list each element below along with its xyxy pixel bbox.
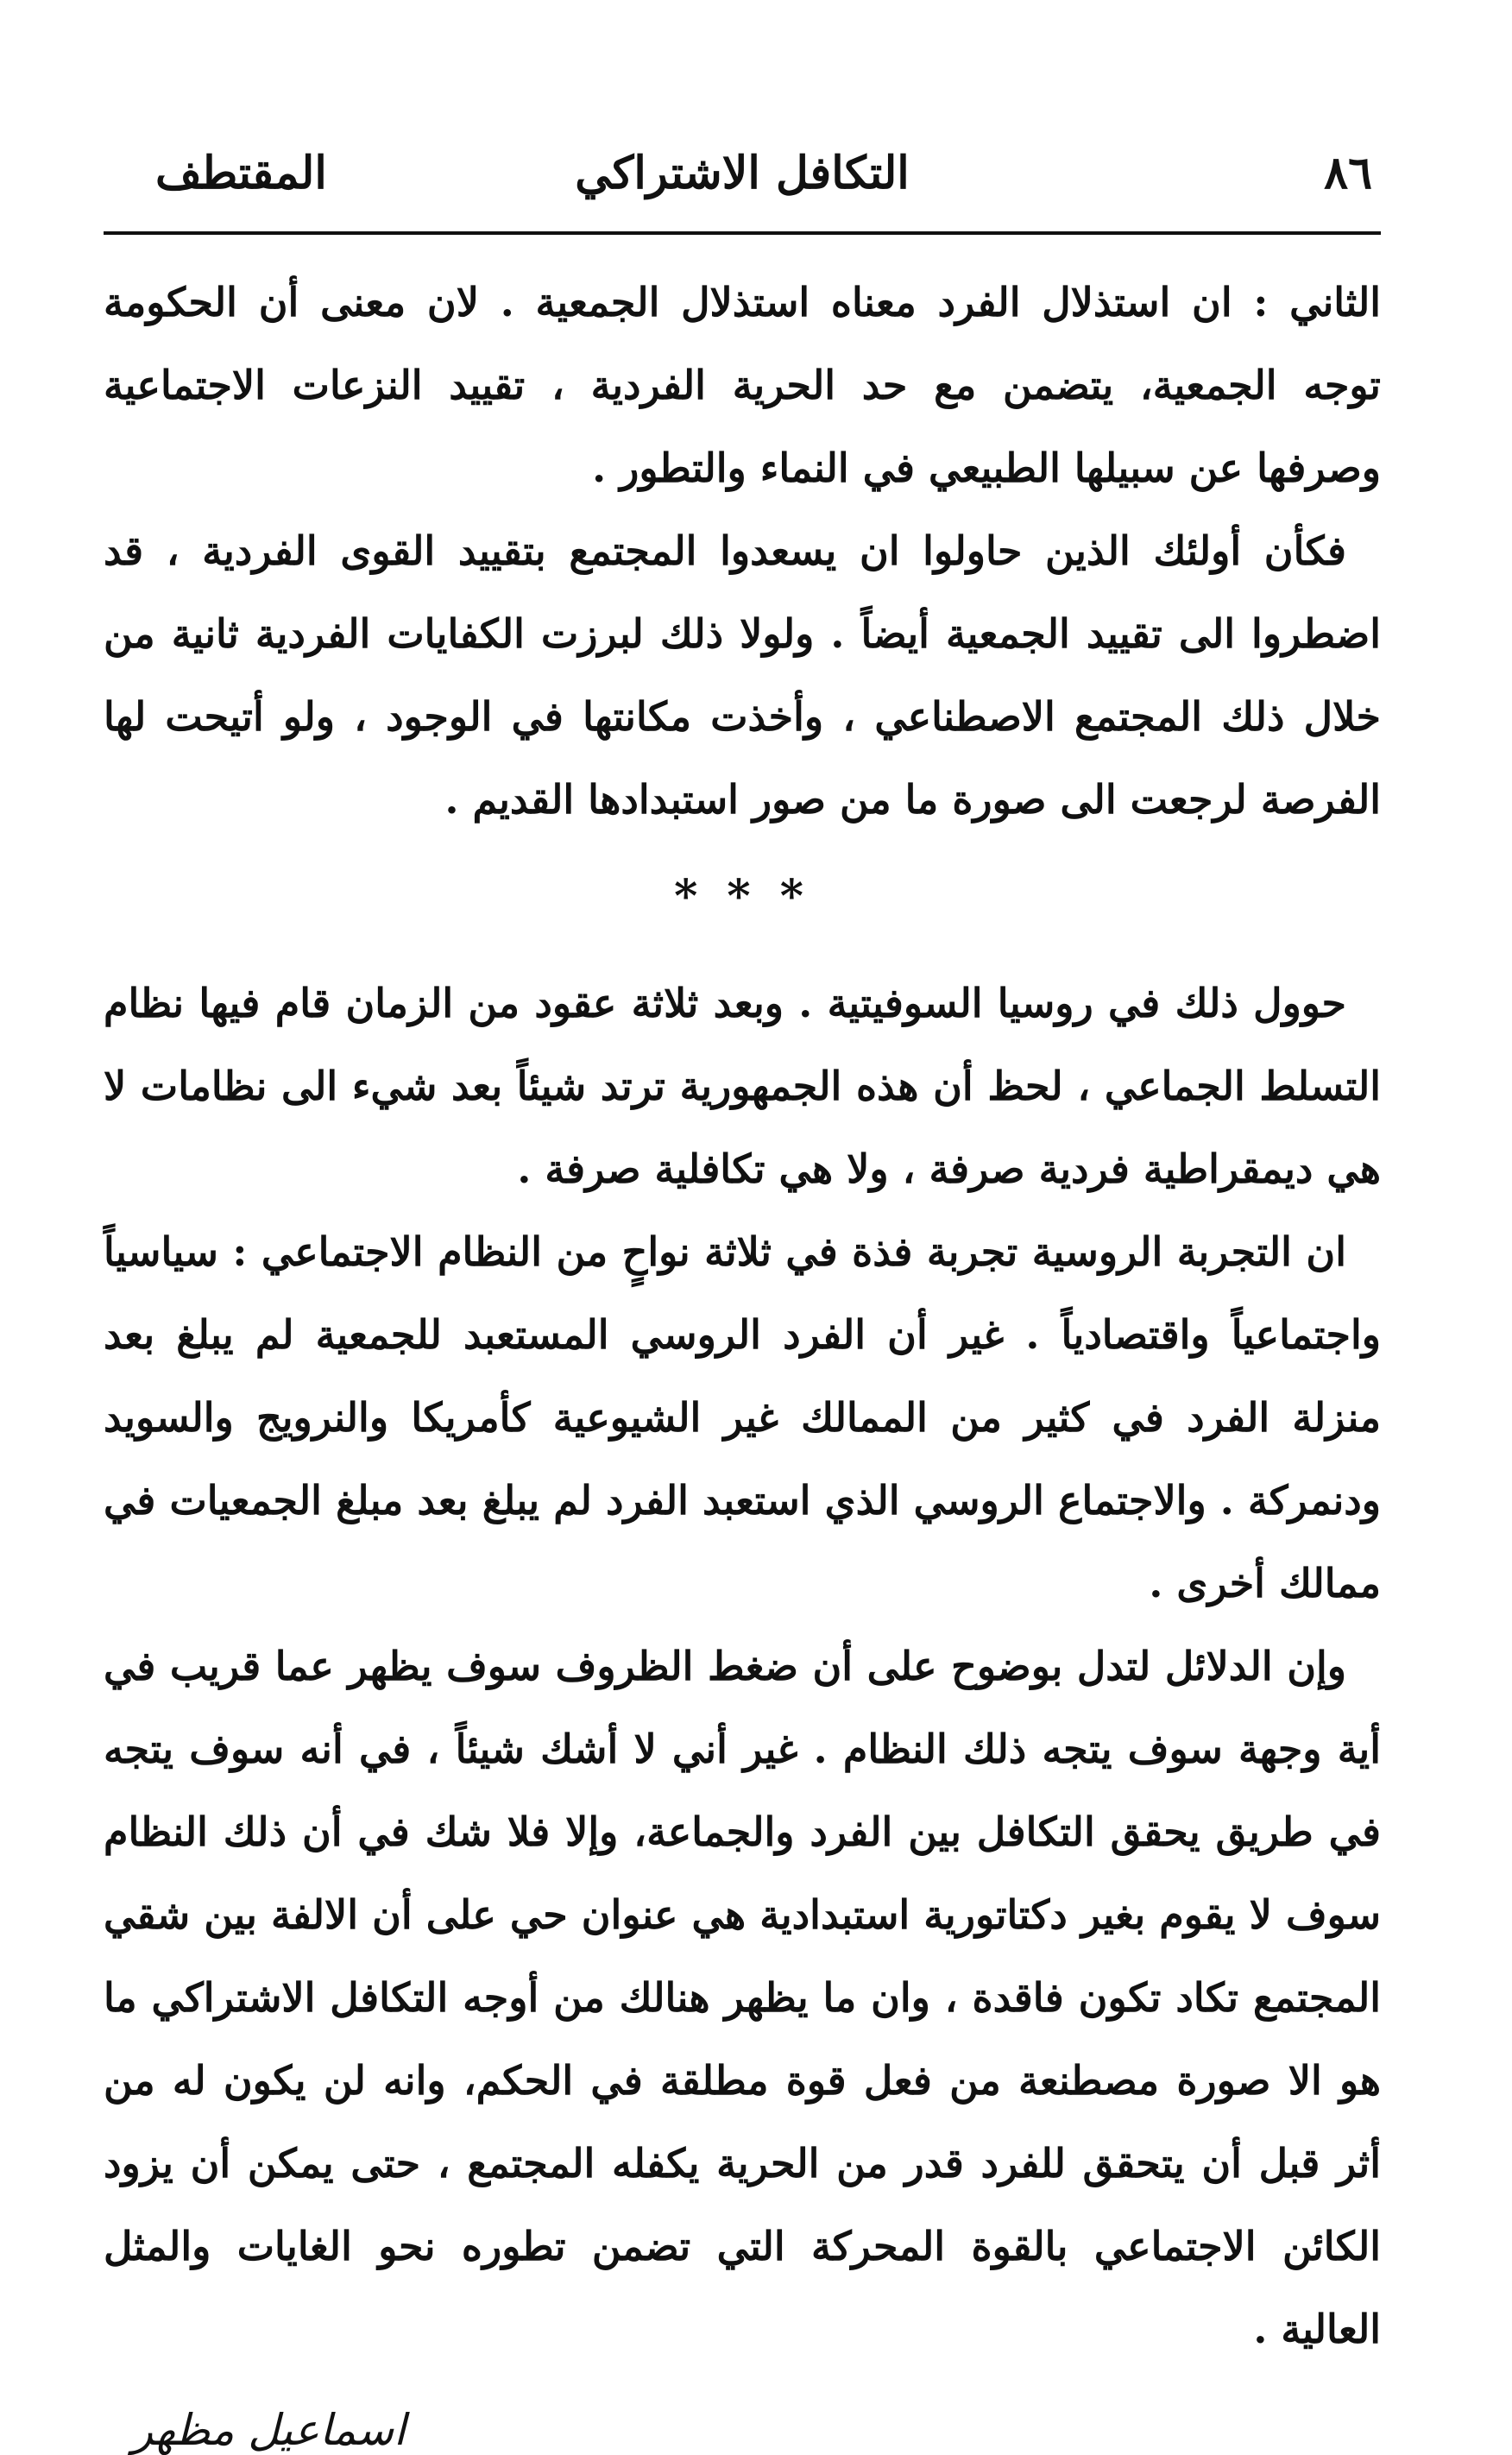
paragraph: فكأن أولئك الذين حاولوا ان يسعدوا المجتمع بتقييد القوى الفردية ، قد اضطروا الى تقييد الجمعية أيضاً . ولولا ذلك لبرزت الكفايات الفردية ثانية من خلال ذلك المجتمع الاصطناعي ، وأخذت مكانتها في الوجود ، ولو أتيحت لها الفرصة لرجعت الى صورة ما من صور استبدادها القديم . [104,527,1381,823]
author-signature: اسماعيل مظهر [131,2405,406,2455]
header-rule [104,231,1381,235]
paragraph: الثاني : ان استذلال الفرد معناه استذلال الجمعية . لان معنى أن الحكومة توجه الجمعية، يتضمن مع حد الحرية الفردية ، تقييد النزعات الاجتماعية وصرفها عن سبيلها الطبيعي في النماء والتطور . [104,279,1381,491]
paragraph: حوول ذلك في روسيا السوفيتية . وبعد ثلاثة عقود من الزمان قام فيها نظام التسلط الجماعي ، لحظ أن هذه الجمهورية ترتد شيئاً بعد شيء الى نظامات لا هي ديمقراطية فردية صرفة ، ولا هي تكافلية صرفة . [104,980,1381,1192]
paragraph: وإن الدلائل لتدل بوضوح على أن ضغط الظروف سوف يظهر عما قريب في أية وجهة سوف يتجه ذلك النظام . غير أني لا أشك شيئاً ، في أنه سوف يتجه في طريق يحقق التكافل بين الفرد والجماعة، وإلا فلا شك في أن ذلك النظام سوف لا يقوم بغير دكتاتورية استبدادية هي عنوان حي على أن الالفة بين شقي المجتمع تكاد تكون فاقدة ، وان ما يظهر هنالك من أوجه التكافل الاشتراكي ما هو الا صورة مصطنعة من فعل قوة مطلقة في الحكم، وانه لن يكون له من أثر قبل أن يتحقق للفرد قدر من الحرية يكفله المجتمع ، حتى يمكن أن يزود الكائن الاجتماعي بالقوة المحركة التي تضمن تطوره نحو الغايات والمثل العالية . [104,1643,1381,2352]
page-number: ٨٦ [1324,147,1372,199]
section-separator: * * * [674,870,810,923]
article-body [104,261,1381,2370]
page-header [104,138,1381,216]
running-title: التكافل الاشتراكي [575,147,910,199]
paragraph: ان التجربة الروسية تجربة فذة في ثلاثة نواحٍ من النظام الاجتماعي : سياسياً واجتماعياً واقتصادياً . غير أن الفرد الروسي المستعبد للجمعية لم يبلغ بعد منزلة الفرد في كثير من الممالك غير الشيوعية كأمريكا والنرويج والسويد ودنمركة . والاجتماع الروسي الذي استعبد الفرد لم يبلغ بعد مبلغ الجمعيات في ممالك أخرى . [104,1228,1381,1606]
journal-name: المقتطف [155,147,327,199]
